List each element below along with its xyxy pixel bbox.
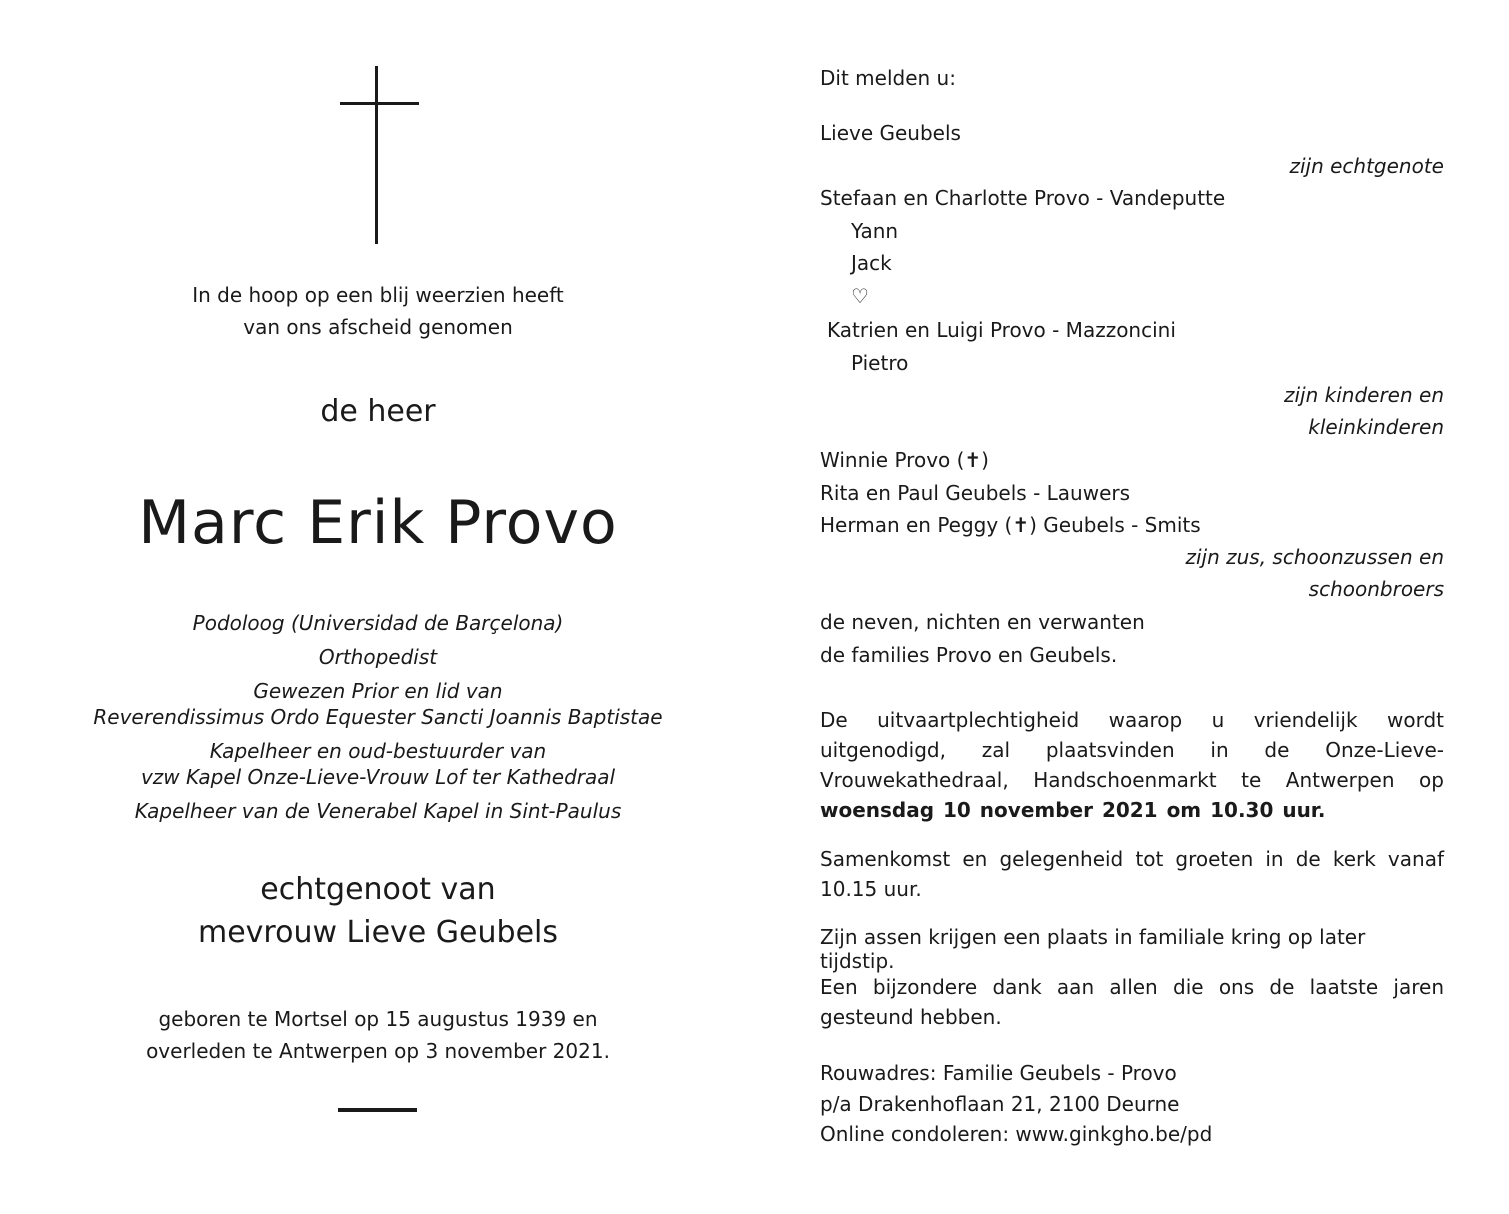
child-2: Katrien en Luigi Provo - Mazzoncini [827, 318, 1176, 342]
relatives-1: de neven, nichten en verwanten [820, 610, 1145, 634]
funeral-date: woensdag 10 november 2021 om 10.30 uur. [820, 798, 1326, 822]
condolence-link[interactable]: Online condoleren: www.ginkgho.be/pd [820, 1122, 1213, 1146]
role-venerabel: Kapelheer van de Venerabel Kapel in Sint-Paulus [134, 799, 622, 823]
ashes-text: Zijn assen krijgen een plaats in familiale kring op later tijdstip. [820, 925, 1366, 973]
intro-line-2: van ons afscheid genomen [243, 315, 513, 339]
grandchild-pietro: Pietro [851, 351, 909, 375]
spouse-name: Lieve Geubels [820, 121, 961, 145]
death-line: overleden te Antwerpen op 3 november 2021. [146, 1039, 610, 1063]
divider [338, 1108, 417, 1112]
sibling-1: Winnie Provo (✝) [820, 448, 989, 472]
cross-icon-vertical [375, 66, 378, 244]
relatives-2: de families Provo en Geubels. [820, 643, 1118, 667]
sibling-2: Rita en Paul Geubels - Lauwers [820, 481, 1131, 505]
role-vzw: vzw Kapel Onze-Lieve-Vrouw Lof ter Kathedraal [140, 765, 616, 789]
funeral-paragraph [820, 705, 1444, 825]
life-dates [60, 1007, 696, 1063]
children-relation-1: zijn kinderen en [1284, 383, 1444, 407]
children-relation-2: kleinkinderen [1308, 415, 1444, 439]
intro-text [60, 283, 696, 339]
role-prior: Gewezen Prior en lid van [253, 679, 503, 703]
role-order: Reverendissimus Ordo Equester Sancti Joannis Baptistae [93, 705, 663, 729]
funeral-text: De uitvaartplechtigheid waarop u vriendelijk wordt uitgenodigd, zal plaatsvinden in de Onze-Lieve-Vrouwekathedraal, Handschoenmarkt te Antwerpen op [820, 708, 1444, 792]
cross-icon-horizontal [340, 102, 419, 105]
siblings-relation-1: zijn zus, schoonzussen en [1185, 545, 1444, 569]
role-podoloog: Podoloog (Universidad de Barçelona) [192, 611, 564, 635]
spouse-relation: zijn echtgenote [1289, 154, 1444, 178]
roles-list [60, 611, 696, 823]
thanks-text: Een bijzondere dank aan allen die ons de laatste jaren gesteund hebben. [820, 975, 1444, 1029]
gathering-text: Samenkomst en gelegenheid tot groeten in de kerk vanaf 10.15 uur. [820, 847, 1444, 901]
deceased-name: Marc Erik Provo [138, 488, 618, 558]
address-line-1: Rouwadres: Familie Geubels - Provo [820, 1061, 1177, 1085]
child-1: Stefaan en Charlotte Provo - Vandeputte [820, 186, 1226, 210]
spouse-line-2: mevrouw Lieve Geubels [198, 915, 558, 950]
heart-icon: ♡ [851, 284, 869, 308]
spouse-block [60, 872, 696, 950]
announcement-header: Dit melden u: [820, 66, 956, 90]
spouse-line-1: echtgenoot van [260, 872, 496, 907]
birth-line: geboren te Mortsel op 15 augustus 1939 en [158, 1007, 598, 1031]
title-prefix: de heer [320, 394, 436, 429]
siblings-relation-2: schoonbroers [1308, 577, 1444, 601]
intro-line-1: In de hoop op een blij weerzien heeft [192, 283, 564, 307]
address-line-2: p/a Drakenhoflaan 21, 2100 Deurne [820, 1092, 1180, 1116]
sibling-3: Herman en Peggy (✝) Geubels - Smits [820, 513, 1201, 537]
role-orthopedist: Orthopedist [318, 645, 438, 669]
role-kapelheer: Kapelheer en oud-bestuurder van [209, 739, 547, 763]
grandchild-jack: Jack [851, 251, 892, 275]
grandchild-yann: Yann [851, 219, 899, 243]
